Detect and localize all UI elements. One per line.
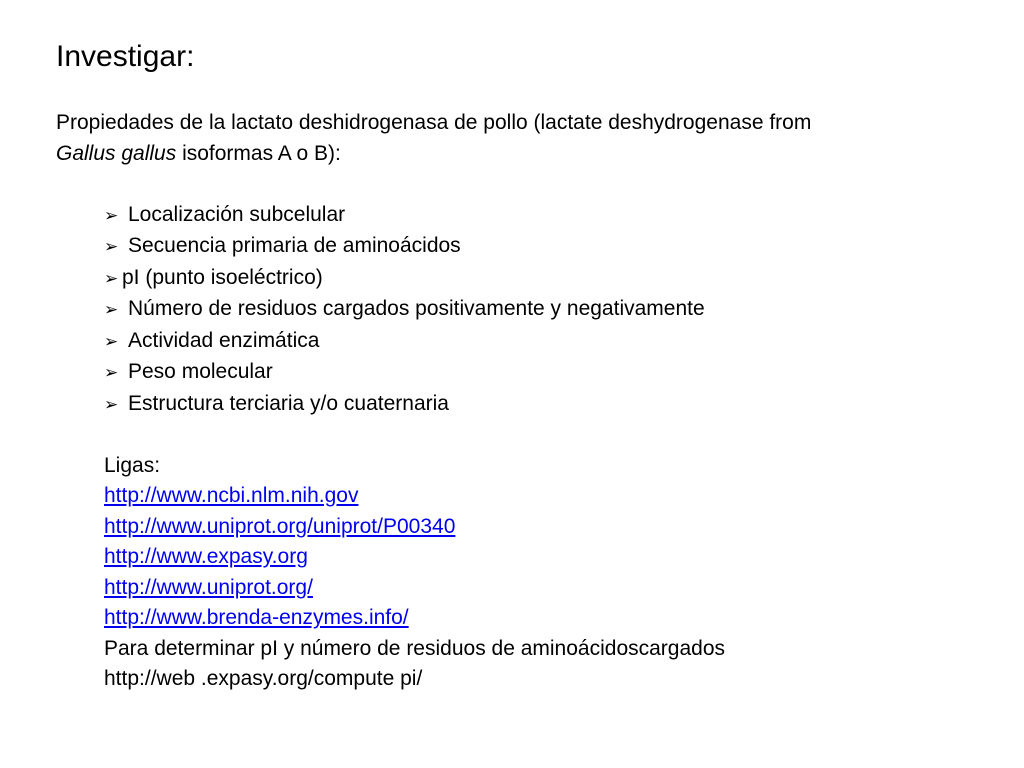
list-item-text: Actividad enzimática	[128, 328, 320, 352]
list-item-text: Estructura terciaria y/o cuaternaria	[128, 391, 449, 415]
note-line: Para determinar pI y número de residuos de aminoácidoscargados	[104, 636, 726, 660]
list-item-text: Peso molecular	[128, 360, 273, 383]
links-section	[56, 451, 996, 695]
list-item-text: Secuencia primaria de aminoácidos	[128, 234, 461, 257]
list-item	[104, 200, 996, 232]
species-name: Gallus gallus	[56, 141, 177, 165]
arrow-bullet-icon: ➢	[104, 268, 119, 288]
slide-title: Investigar:	[56, 40, 195, 73]
link-uniprot[interactable]: http://www.uniprot.org/	[104, 575, 313, 599]
arrow-bullet-icon: ➢	[104, 363, 119, 382]
arrow-bullet-icon: ➢	[104, 394, 119, 414]
list-item-text: Número de residuos cargados positivamente y negativamente	[128, 297, 705, 320]
list-item-text: pI (punto isoeléctrico)	[122, 265, 323, 289]
intro-line-1: Propiedades de la lactato deshidrogenasa de pollo (lactate deshydrogenase from	[56, 111, 812, 134]
list-item	[104, 357, 996, 389]
list-item	[104, 326, 996, 358]
arrow-bullet-icon: ➢	[104, 205, 119, 225]
link-brenda[interactable]: http://www.brenda-enzymes.info/	[104, 606, 409, 629]
arrow-bullet-icon: ➢	[104, 237, 119, 256]
list-item	[104, 294, 996, 326]
links-heading: Ligas:	[104, 453, 161, 477]
arrow-bullet-icon: ➢	[104, 300, 119, 319]
link-ncbi[interactable]: http://www.ncbi.nlm.nih.gov	[104, 484, 359, 507]
intro-line-2	[56, 139, 996, 170]
list-item-text: Localización subcelular	[128, 202, 346, 226]
note-url: http://web .expasy.org/compute pi/	[104, 667, 423, 690]
arrow-bullet-icon: ➢	[104, 331, 119, 351]
slide-body	[56, 108, 996, 695]
spacer	[56, 420, 996, 451]
list-item	[104, 263, 996, 295]
list-item	[104, 389, 996, 421]
list-item	[104, 231, 996, 263]
link-uniprot-p00340[interactable]: http://www.uniprot.org/uniprot/P00340	[104, 514, 456, 538]
intro-line-2-rest: isoformas A o B):	[176, 141, 341, 165]
properties-list	[56, 200, 996, 421]
spacer	[56, 169, 996, 200]
link-expasy[interactable]: http://www.expasy.org	[104, 545, 308, 568]
